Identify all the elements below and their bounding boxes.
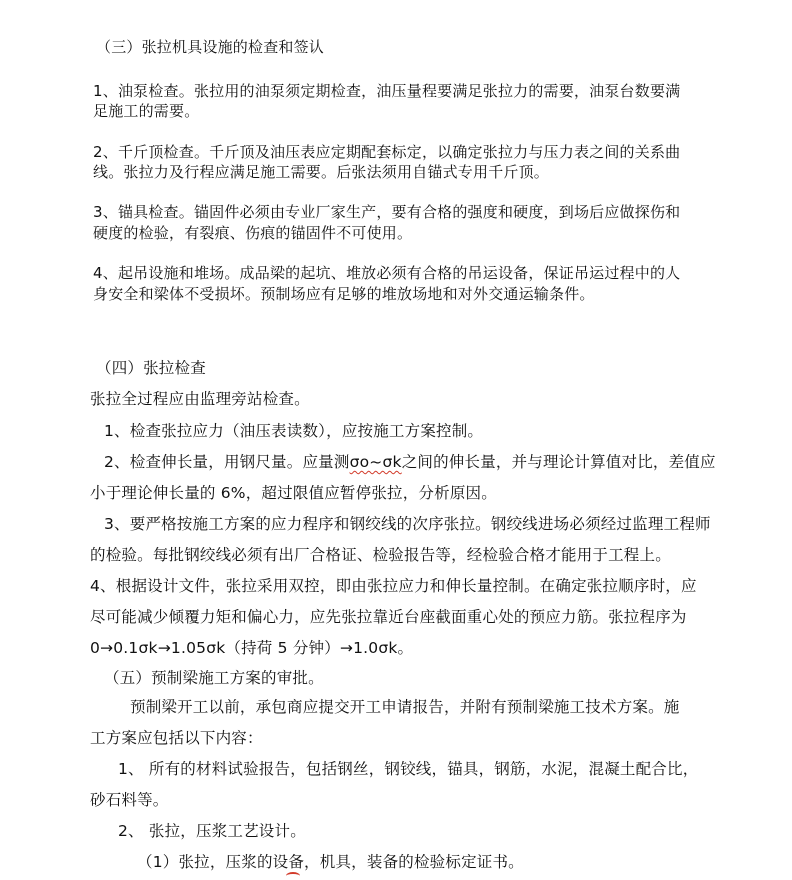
section-4-item-2-line-2: 小于理论伸长量的 6%，超过限值应暂停张拉，分析原因。 bbox=[90, 484, 497, 502]
section-5-para-line-2: 工方案应包括以下内容： bbox=[90, 729, 263, 747]
section-3-item-2-line-1: 2、千斤顶检查。千斤顶及油压表应定期配套标定，以确定张拉力与压力表之间的关系曲 bbox=[93, 143, 681, 161]
section-5-heading: （五）预制梁施工方案的审批。 bbox=[104, 669, 324, 687]
section-5-item-2: 2、 张拉，压浆工艺设计。 bbox=[118, 822, 306, 840]
section-3-item-1-line-2: 足施工的需要。 bbox=[93, 102, 200, 120]
section-4-item-4-line-2: 尽可能减少倾覆力矩和偏心力，应先张拉靠近台座截面重心处的预应力筋。张拉程序为 bbox=[90, 608, 687, 626]
section-5-sub-item-1: （1）张拉，压浆的设备，机具，装备的检验标定证书。 bbox=[137, 853, 524, 871]
section-3-item-2-line-2: 线。张拉力及行程应满足施工需要。后张法须用自锚式专用千斤顶。 bbox=[93, 163, 550, 181]
section-4-item-4-line-1: 4、根据设计文件，张拉采用双控，即由张拉应力和伸长量控制。在确定张拉顺序时，应 bbox=[90, 577, 697, 595]
spellcheck-squiggle-term: σο~σk bbox=[349, 453, 402, 471]
red-annotation-mark bbox=[286, 872, 300, 880]
section-3-item-3-line-2: 硬度的检验，有裂痕、伤痕的锚固件不可使用。 bbox=[93, 224, 413, 242]
section-4-item-4-line-3: 0→0.1σk→1.05σk（持荷 5 分钟）→1.0σk。 bbox=[90, 639, 414, 657]
section-3-item-4-line-1: 4、起吊设施和堆场。成品梁的起坑、堆放必须有合格的吊运设备，保证吊运过程中的人 bbox=[93, 264, 681, 282]
section-3-heading: （三）张拉机具设施的检查和签认 bbox=[96, 38, 325, 56]
section-4-item-2-text-b: 之间的伸长量，并与理论计算值对比，差值应 bbox=[401, 453, 716, 471]
section-3-item-3-line-1: 3、锚具检查。锚固件必须由专业厂家生产，要有合格的强度和硬度，到场后应做探伤和 bbox=[93, 203, 681, 221]
section-5-item-1-line-2: 砂石料等。 bbox=[90, 791, 169, 809]
section-4-intro: 张拉全过程应由监理旁站检查。 bbox=[90, 390, 310, 408]
section-4-item-3-line-2: 的检验。每批钢绞线必须有出厂合格证、检验报告等，经检验合格才能用于工程上。 bbox=[90, 546, 671, 564]
section-4-item-3-line-1: 3、要严格按施工方案的应力程序和钢绞线的次序张拉。钢绞线进场必须经过监理工程师 bbox=[104, 515, 711, 533]
section-5-para-line-1: 预制梁开工以前，承包商应提交开工申请报告，并附有预制梁施工技术方案。施 bbox=[130, 698, 680, 716]
section-3-item-1-line-1: 1、油泵检查。张拉用的油泵须定期检查，油压量程要满足张拉力的需要，油泵台数要满 bbox=[93, 82, 681, 100]
section-4-item-1: 1、检查张拉应力（油压表读数），应按施工方案控制。 bbox=[104, 422, 484, 440]
section-4-heading: （四）张拉检查 bbox=[96, 359, 206, 377]
section-4-item-2-text-a: 2、检查伸长量，用钢尺量。应量测 bbox=[104, 453, 350, 471]
section-3-item-4-line-2: 身安全和梁体不受损坏。预制场应有足够的堆放场地和对外交通运输条件。 bbox=[93, 285, 595, 303]
section-4-item-2-line-1 bbox=[104, 452, 716, 472]
section-5-item-1-line-1: 1、 所有的材料试验报告，包括钢丝，钢铰线，锚具，钢筋，水泥，混凝土配合比， bbox=[118, 760, 699, 778]
